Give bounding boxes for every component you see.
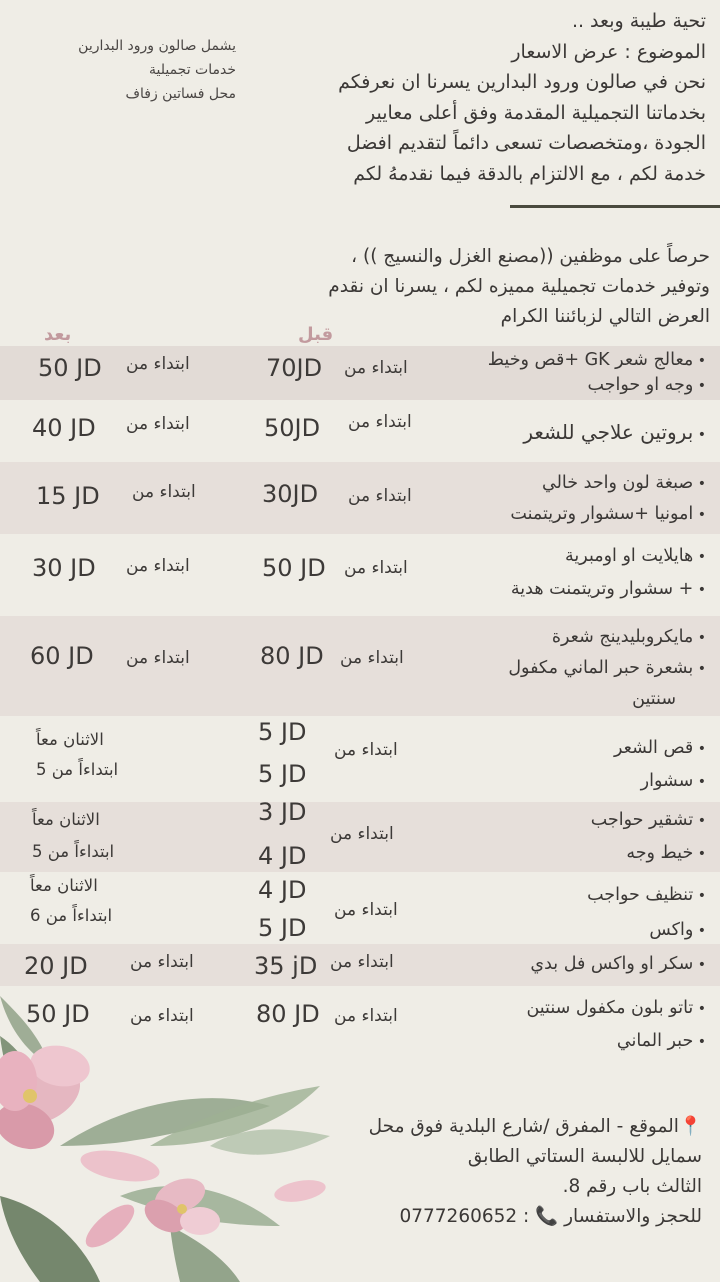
service-item: • سشوار <box>614 765 706 798</box>
price-row <box>0 716 720 802</box>
service-item: • امونيا +سشوار وتريتمنت <box>510 499 706 530</box>
location-pin-icon: 📍 <box>678 1116 702 1137</box>
service-item: • تنظيف حواجب <box>587 878 706 913</box>
price-after: 40 JD <box>32 414 96 442</box>
service-items <box>530 950 706 979</box>
price-row <box>0 616 720 716</box>
price-after: 30 JD <box>32 554 96 582</box>
price-after: 60 JD <box>30 642 94 670</box>
price-row <box>0 944 720 986</box>
from-label: ابتداء من <box>344 358 408 378</box>
offer-line: وتوفير خدمات تجميلية مميزه لكم ، يسرنا ان نقدم <box>328 276 710 297</box>
divider <box>510 205 720 208</box>
footer-info <box>302 1112 702 1232</box>
service-item: • وجه او حواجب <box>488 373 706 398</box>
from-label: ابتداء من <box>126 648 190 668</box>
price-after: 15 JD <box>36 482 100 510</box>
from-label: ابتداء من <box>334 740 398 760</box>
service-item: • بشعرة حبر الماني مكفول <box>508 653 706 684</box>
service-item-continued: سنتين <box>632 689 676 709</box>
from-label: ابتداء من <box>344 558 408 578</box>
greeting: تحية طيبة وبعد .. <box>571 10 706 32</box>
service-items <box>488 348 706 398</box>
phone-number[interactable]: 0777260652 : <box>399 1206 530 1227</box>
from-label: ابتداء من <box>126 414 190 434</box>
offer-line: العرض التالي لزبائننا الكرام <box>500 306 710 327</box>
intro-line: نحن في صالون ورود البدارين يسرنا ان نعرفكم <box>338 71 706 93</box>
from-label: ابتداء من <box>126 556 190 576</box>
price-before: 30JD <box>262 480 319 508</box>
price-before: 5 JD <box>258 718 307 746</box>
service-item: • + سشوار وتريتمنت هدية <box>511 573 706 606</box>
price-row <box>0 798 720 872</box>
flower-decoration <box>0 996 340 1282</box>
service-items <box>614 732 706 798</box>
location-text: الموقع - المفرق /شارع البلدية فوق محل <box>368 1116 679 1137</box>
from-label: ابتداء من <box>330 824 394 844</box>
combo-note: الاثنان معاً <box>32 810 100 829</box>
price-row <box>0 462 720 534</box>
intro-letter <box>236 6 706 189</box>
service-item: • معالج شعر GK +قص وخيط <box>488 348 706 373</box>
side-note-line: خدمات تجميلية <box>148 62 236 78</box>
price-row <box>0 346 720 400</box>
column-before-heading: قبل <box>298 324 334 345</box>
from-label: ابتداء من <box>334 1006 398 1026</box>
intro-line: الجودة ،ومتخصصات تسعى دائماً لتقديم افضل <box>346 132 706 154</box>
service-items <box>510 468 706 530</box>
service-item: • حبر الماني <box>526 1025 706 1058</box>
price-before: 50 JD <box>262 554 326 582</box>
service-items <box>508 622 706 714</box>
intro-line: خدمة لكم ، مع الالتزام بالدقة فيما نقدمهُ لكم <box>353 162 706 185</box>
from-label: ابتداء من <box>340 648 404 668</box>
price-before: 5 JD <box>258 760 307 788</box>
service-item: • هايلايت او اومبرية <box>511 540 706 573</box>
price-after: 20 JD <box>24 952 88 980</box>
service-item: • واكس <box>587 913 706 948</box>
service-item: • سكر او واكس فل بدي <box>530 950 706 979</box>
from-label: ابتداء من <box>334 900 398 920</box>
from-label: ابتداء من <box>348 486 412 506</box>
location-line: سمايل للالبسة الستاتي الطابق <box>467 1146 702 1167</box>
offer-line: حرصاً على موظفين ((مصنع الغزل والنسيج )) ، <box>351 246 710 267</box>
location-line <box>302 1112 702 1142</box>
service-items <box>523 418 706 449</box>
side-note <box>36 34 236 106</box>
price-before: 70JD <box>266 354 323 382</box>
combo-note: الاثنان معاً <box>36 730 104 749</box>
price-before: 3 JD <box>258 798 307 826</box>
service-item: • تشقير حواجب <box>591 804 706 837</box>
price-before: 80 JD <box>256 1000 320 1028</box>
side-note-line: يشمل صالون ورود البدارين <box>78 38 236 54</box>
phone-icon: 📞 <box>535 1206 559 1227</box>
from-label: ابتداء من <box>130 952 194 972</box>
price-row <box>0 400 720 462</box>
price-after: 50 JD <box>26 1000 90 1028</box>
service-item: • قص الشعر <box>614 732 706 765</box>
combo-note: ابتداءاً من 5 <box>32 842 115 861</box>
column-after-heading: بعد <box>44 324 72 345</box>
price-row <box>0 534 720 616</box>
service-item: • بروتين علاجي للشعر <box>523 418 706 449</box>
service-items <box>511 540 706 606</box>
service-items <box>526 992 706 1058</box>
from-label: ابتداء من <box>130 1006 194 1026</box>
offer-paragraph <box>240 242 710 332</box>
price-before: 50JD <box>264 414 321 442</box>
subject: الموضوع : عرض الاسعار <box>511 40 706 63</box>
location-line: الثالث باب رقم 8. <box>562 1176 702 1197</box>
service-item: • صبغة لون واحد خالي <box>510 468 706 499</box>
from-label: ابتداء من <box>330 952 394 972</box>
price-before: 80 JD <box>260 642 324 670</box>
service-item: • خيط وجه <box>591 837 706 870</box>
price-before: 4 JD <box>258 842 307 870</box>
service-items <box>587 878 706 948</box>
service-items <box>591 804 706 870</box>
contact-label: للحجز والاستفسار <box>564 1206 702 1227</box>
price-row <box>0 872 720 944</box>
combo-note: ابتداءاً من 6 <box>30 906 113 925</box>
service-item: • تاتو بلون مكفول سنتين <box>526 992 706 1025</box>
combo-note: الاثنان معاً <box>30 876 98 895</box>
from-label: ابتداء من <box>126 354 190 374</box>
contact-line <box>302 1202 702 1232</box>
price-before: 35 jD <box>254 952 318 980</box>
combo-note: ابتداءاً من 5 <box>36 760 119 779</box>
service-item: • مايكروبليدينج شعرة <box>508 622 706 653</box>
price-before: 5 JD <box>258 914 307 942</box>
price-after: 50 JD <box>38 354 102 382</box>
intro-line: بخدماتنا التجميلية المقدمة وفق أعلى معايير <box>366 101 706 124</box>
from-label: ابتداء من <box>348 412 412 432</box>
price-before: 4 JD <box>258 876 307 904</box>
from-label: ابتداء من <box>132 482 196 502</box>
side-note-line: محل فساتين زفاف <box>125 86 236 102</box>
